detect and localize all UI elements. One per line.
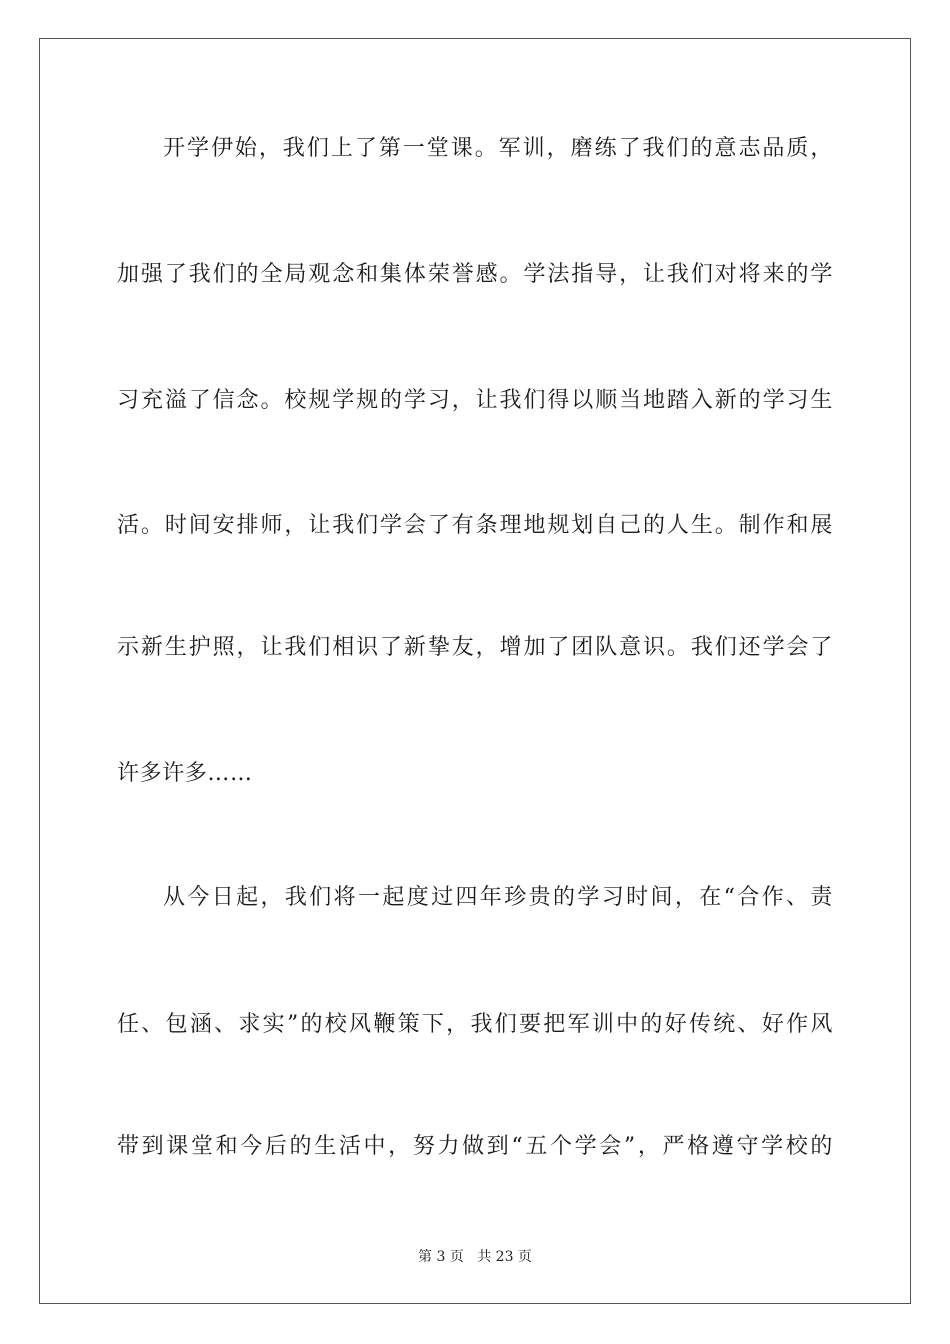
paragraph-1-line-6: 许多许多…… [117,761,253,786]
paragraph-1-line-5: 示新生护照，让我们相识了新挚友，增加了团队意识。我们还学会了 [117,635,833,660]
paragraph-1-line-4: 活。时间安排师，让我们学会了有条理地规划自己的人生。制作和展 [117,513,833,538]
paragraph-1-line-1: 开学伊始，我们上了第一堂课。军训，磨练了我们的意志品质， [163,136,833,161]
paragraph-2-line-1: 从今日起，我们将一起度过四年珍贵的学习时间，在“合作、责 [163,885,833,910]
page-footer [0,1248,950,1266]
page-number: 第 3 页 [418,1249,464,1265]
paragraph-1-line-3: 习充溢了信念。校规学规的学习，让我们得以顺当地踏入新的学习生 [117,388,833,413]
page-border [39,38,911,1304]
paragraph-1-line-2: 加强了我们的全局观念和集体荣誉感。学法指导，让我们对将来的学 [117,262,833,287]
page-total: 共 23 页 [477,1249,532,1265]
paragraph-2-line-3: 带到课堂和今后的生活中，努力做到“五个学会”，严格遵守学校的 [117,1134,833,1159]
paragraph-2-line-2: 任、包涵、求实”的校风鞭策下，我们要把军训中的好传统、好作风 [117,1012,833,1037]
